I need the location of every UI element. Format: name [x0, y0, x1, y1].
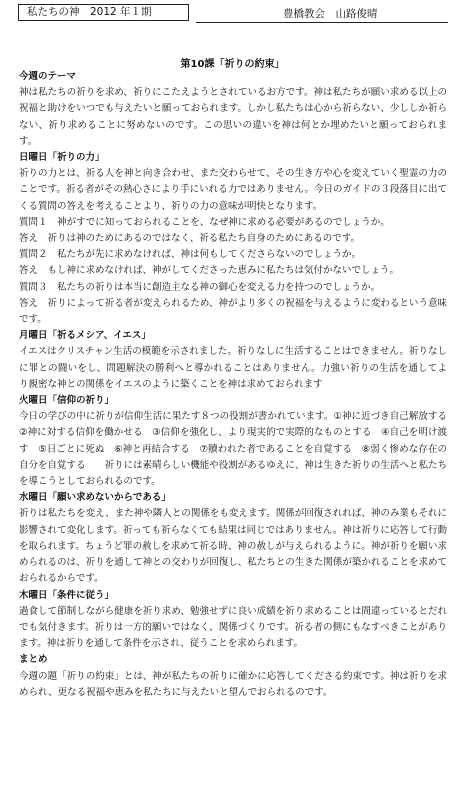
lesson-title: 第10課「祈りの約束」	[180, 59, 285, 70]
question-3: 質問３ 私たちの祈りは本当に創造主なる神の御心を変える力を持つのでしょうか。	[19, 281, 381, 293]
section-paragraph: イエスはクリスチャン生活の模範を示されました。祈りなしに生活することはできません。祈りなしに罪との闘いをし、問題解決の勝利へと導かれることはありません。力強い祈りの生活を通してより親密な神との関係をイエスのように築くことを神は求めておられます	[19, 346, 447, 390]
answer-3: 答え 祈りによって祈る者が変えられるため、神がより多くの祝福を与えるように変わるという意味です。	[19, 297, 447, 326]
section-heading-monday: 月曜日「祈るメシア、イエス」	[19, 330, 151, 342]
answer-1: 答え 祈りは神のためにあるのではなく、祈る私たち自身のためにあるのです。	[19, 233, 361, 245]
section-heading-tuesday: 火曜日「信仰の祈り」	[19, 395, 115, 407]
section-heading-thursday: 木曜日「条件に従う」	[19, 589, 115, 601]
section-heading-summary: まとめ	[19, 654, 48, 666]
section-heading-sunday: 日曜日「祈りの力」	[19, 152, 105, 164]
question-2: 質問２ 私たちが先に求めなければ、神は何もしてくださらないのでしょうか。	[19, 249, 362, 261]
series-header: 私たちの神 2012 年１期	[18, 4, 189, 21]
lesson-content	[19, 69, 457, 701]
section-paragraph: 神は私たちの祈りを求め、祈りにこたえようとされているお方です。神は私たちが願い求める以上の祝福と助けをいつでも与えたいと願っておられます。しかし私たちは心から祈らない、少ししか祈らない、祈り求めることに努めないのです。この思いの違いを神は何とか埋めたいと願っておられます。	[19, 87, 447, 147]
section-heading-theme: 今週のテーマ	[19, 71, 77, 82]
author-name: 豊橋教会 山路俊晴	[283, 8, 378, 20]
section-paragraph: 祈りの力とは、祈る人を神と向き合わせ、また交わらせて、その生き方や心を変えていく聖霊の力のことです。祈る者がその熱心さにより手にいれる力ではありません。今日のガイドの３段落目に出てくる質問の答えを考えることより、祈りの力の意味が明快となります。	[19, 168, 447, 212]
header-divider	[196, 22, 448, 23]
section-paragraph: 今日の学びの中に祈りが信仰生活に果たす８つの役割が書かれています。①神に近づき自己解放する ②神に対する信仰を働かせる ③信仰を強化し、より現実的で実際的なものとする ④自己を明け渡す ⑤日ごとに死ぬ ⑥神と再結合する ⑦贖われた者であることを自覚する ⑧弱く惨めな存在の自分を自覚する 祈りには素晴らしい機能や役割があるゆえに、神は生きた祈りの生活へと私たちを導こうとしておられるのです。	[19, 411, 457, 488]
answer-2: 答え もし神に求めなければ、神がしてくださった恵みに私たちは気付かないでしょう。	[19, 265, 400, 277]
section-paragraph: 祈りは私たちを変え、また神や隣人との関係をも変えます。関係が回復されれば、神のみ業もそれに影響されて変化します。祈っても祈らなくても結果は同じではありません。神は祈りに応答して行動を取られます。ちょうど罪の赦しを求めて祈る時、神の赦しが与えられるように。神が祈りを願い求められるのは、祈りを通して神との交わりが回復し、私たちとの生きた関係が築かれることを求めておられるからです。	[19, 508, 447, 585]
section-heading-wednesday: 水曜日「願い求めないからである」	[19, 492, 171, 504]
section-paragraph: 今週の題「祈りの約束」とは、神が私たちの祈りに確かに応答してくださる約束です。神は祈りを求められ、更なる祝福や恵みを私たちに与えたいと望んでおられるのです。	[19, 670, 447, 698]
section-paragraph: 過食して節制しながら健康を祈り求め、勉強せずに良い成績を祈り求めることは間違っているとだれでも気付きます。祈りは一方的願いではなく、関係づくりです。祈る者の側にもなすべきことがあります。神は祈りを通して条件を示され、従うことを求められます。	[19, 605, 447, 650]
question-1: 質問１ 神がすでに知っておられることを、なぜ神に求める必要があるのでしょうか。	[19, 216, 390, 228]
